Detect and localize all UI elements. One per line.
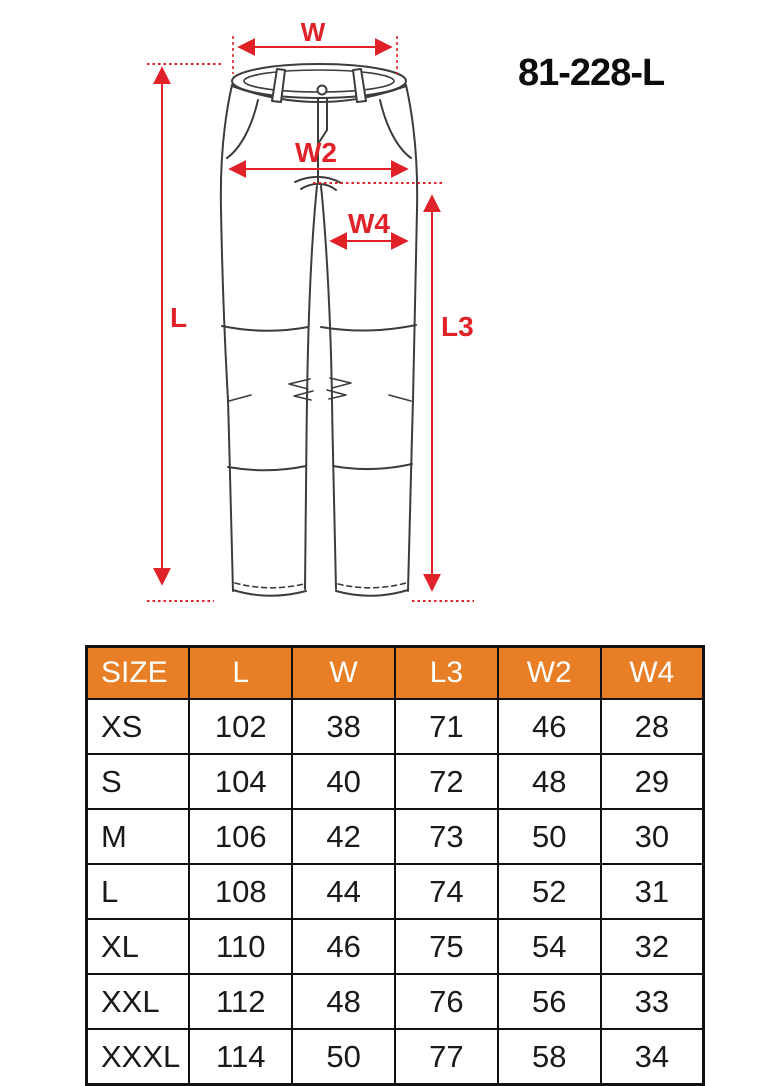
value-cell: 29: [601, 754, 704, 809]
value-cell: 34: [601, 1029, 704, 1085]
value-cell: 50: [292, 1029, 395, 1085]
size-cell: XL: [87, 919, 190, 974]
value-cell: 44: [292, 864, 395, 919]
value-cell: 71: [395, 699, 498, 754]
dimension-label-l: L: [170, 302, 188, 333]
value-cell: 48: [498, 754, 601, 809]
value-cell: 114: [189, 1029, 292, 1085]
table-header-row: [87, 647, 704, 700]
value-cell: 106: [189, 809, 292, 864]
size-cell: L: [87, 864, 190, 919]
value-cell: 31: [601, 864, 704, 919]
value-cell: 32: [601, 919, 704, 974]
dimension-label-w4: W4: [348, 208, 390, 239]
dimension-label-l3: L3: [441, 311, 474, 342]
value-cell: 50: [498, 809, 601, 864]
value-cell: 52: [498, 864, 601, 919]
table-row: [87, 699, 704, 754]
table-row: [87, 864, 704, 919]
dimension-label-w: W: [300, 17, 326, 47]
column-header-l: L: [189, 647, 292, 700]
value-cell: 40: [292, 754, 395, 809]
size-cell: M: [87, 809, 190, 864]
table-row: [87, 1029, 704, 1085]
column-header-l3: L3: [395, 647, 498, 700]
size-cell: XXL: [87, 974, 190, 1029]
column-header-w2: W2: [498, 647, 601, 700]
value-cell: 76: [395, 974, 498, 1029]
table-row: [87, 919, 704, 974]
size-cell: S: [87, 754, 190, 809]
value-cell: 38: [292, 699, 395, 754]
product-code: 81-228-L: [518, 52, 665, 94]
knee-seam-right-lower: [333, 464, 412, 469]
value-cell: 30: [601, 809, 704, 864]
column-header-size: SIZE: [87, 647, 190, 700]
hem-left: [233, 590, 306, 596]
pocket-right: [380, 100, 411, 158]
value-cell: 33: [601, 974, 704, 1029]
waist-button: [318, 86, 327, 95]
column-header-w: W: [292, 647, 395, 700]
size-cell: XXXL: [87, 1029, 190, 1085]
knee-seam-left-upper: [222, 326, 308, 331]
dimension-label-w2: W2: [295, 137, 337, 168]
size-table-section: [85, 645, 784, 1086]
outer-seam-left: [221, 85, 233, 591]
value-cell: 104: [189, 754, 292, 809]
knee-seam-left-lower: [228, 466, 306, 470]
value-cell: 28: [601, 699, 704, 754]
value-cell: 110: [189, 919, 292, 974]
value-cell: 102: [189, 699, 292, 754]
knee-seam-right-upper: [321, 325, 416, 331]
value-cell: 72: [395, 754, 498, 809]
value-cell: 74: [395, 864, 498, 919]
value-cell: 58: [498, 1029, 601, 1085]
value-cell: 112: [189, 974, 292, 1029]
value-cell: 56: [498, 974, 601, 1029]
value-cell: 77: [395, 1029, 498, 1085]
table-row: [87, 754, 704, 809]
knee-dart-marks: [229, 378, 411, 401]
inner-seam-left: [305, 186, 317, 589]
hem-right: [336, 590, 408, 596]
column-header-w4: W4: [601, 647, 704, 700]
value-cell: 108: [189, 864, 292, 919]
value-cell: 73: [395, 809, 498, 864]
value-cell: 46: [292, 919, 395, 974]
value-cell: 46: [498, 699, 601, 754]
value-cell: 42: [292, 809, 395, 864]
size-chart-table: [85, 645, 705, 1086]
table-row: [87, 974, 704, 1029]
crotch-seam-lower: [301, 184, 336, 190]
hem-stitch-right: [338, 583, 406, 588]
table-row: [87, 809, 704, 864]
hem-stitch-left: [235, 583, 304, 588]
value-cell: 48: [292, 974, 395, 1029]
value-cell: 75: [395, 919, 498, 974]
pocket-left: [227, 100, 258, 158]
outer-seam-right: [406, 85, 417, 591]
size-cell: XS: [87, 699, 190, 754]
value-cell: 54: [498, 919, 601, 974]
